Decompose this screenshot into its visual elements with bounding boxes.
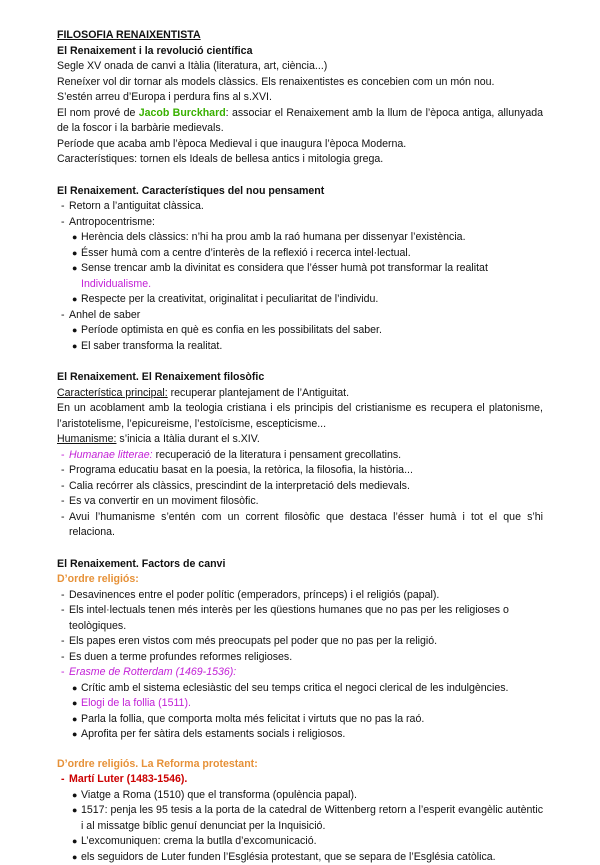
- paragraph: Període que acaba amb l’època Medieval i que inaugura l’època Moderna.: [57, 137, 543, 153]
- text-span: recuperació de la literatura i pensament grecollatins.: [153, 449, 402, 461]
- text-span: Respecte per la creativitat, originalitat i peculiaritat de l’individu.: [81, 293, 378, 305]
- text-span: : associar el Renaixement amb la llum de l’època antiga, allunyada de la foscor i la barbàrie medievals.: [57, 107, 543, 135]
- dash-item: - Els papes eren vistos com més preocupats pel poder que no pas per la religió.: [57, 634, 543, 650]
- bullet-icon: ●: [72, 834, 77, 850]
- bullet-item: [57, 788, 543, 804]
- text-span: Parla la follia, que comporta molta més felicitat i virtuts que no pas la raó.: [81, 713, 424, 725]
- section-heading-filosofic: El Renaixement. El Renaixement filosòfic: [57, 370, 543, 386]
- dash-item: - Retorn a l’antiguitat clàssica.: [57, 199, 543, 215]
- subheading-ordre-religios: D’ordre religiós:: [57, 572, 543, 588]
- highlight-individualisme: Individualisme.: [81, 278, 151, 290]
- dash-item: - Es va convertir en un moviment filosòfic.: [57, 494, 543, 510]
- bullet-icon: ●: [72, 681, 77, 697]
- paragraph: Reneíxer vol dir tornar als models clàssics. Els renaixentistes es concebien com un món nou.: [57, 75, 543, 91]
- bullet-icon: ●: [72, 788, 77, 804]
- document-page: [57, 28, 543, 865]
- dash-item: - Calia recórrer als clàssics, prescindint de la interpretació dels medievals.: [57, 479, 543, 495]
- bullet-item: [57, 261, 543, 292]
- bullet-item: [57, 230, 543, 246]
- paragraph: S’estén arreu d’Europa i perdura fins al s.XVI.: [57, 90, 543, 106]
- bullet-icon: ●: [72, 696, 77, 712]
- bullet-icon: ●: [72, 803, 77, 819]
- bullet-icon: ●: [72, 292, 77, 308]
- dash-item: - Els intel·lectuals tenen més interès per les qüestions humanes que no pas per les religioses o teològiques.: [57, 603, 543, 634]
- bullet-item: [57, 712, 543, 728]
- bullet-icon: ●: [72, 230, 77, 246]
- text-span: Període optimista en què es confia en les possibilitats del saber.: [81, 324, 382, 336]
- bullet-icon: ●: [72, 850, 77, 865]
- paragraph: [57, 386, 543, 402]
- paragraph: [57, 432, 543, 448]
- underlined-label: Humanisme:: [57, 433, 116, 445]
- dash-item: [57, 772, 543, 788]
- text-span: 1517: penja les 95 tesis a la porta de la catedral de Wittenberg retorn a l’esperit evangèlic autèntic i al missatge bíblic genuí denunciat per la Inquisició.: [81, 804, 543, 832]
- bullet-item: [57, 681, 543, 697]
- highlight-luter: Martí Luter (1483-1546).: [69, 773, 187, 785]
- text-span: els seguidors de Luter funden l’Església protestant, que se separa de l’Església catòlica.: [81, 851, 496, 863]
- bullet-item: [57, 246, 543, 262]
- text-span: Aprofita per fer sàtira dels estaments socials i religiosos.: [81, 728, 345, 740]
- dash-item: - Es duen a terme profundes reformes religioses.: [57, 650, 543, 666]
- dash-item: - Programa educatiu basat en la poesia, la retòrica, la filosofia, la història...: [57, 463, 543, 479]
- text-span: Sense trencar amb la divinitat es considera que l’ésser humà pot transformar la realitat: [81, 262, 488, 274]
- dash-item: [57, 448, 543, 464]
- paragraph: Característiques: tornen els Ideals de bellesa antics i mitologia grega.: [57, 152, 543, 168]
- section-heading-factors: El Renaixement. Factors de canvi: [57, 557, 543, 573]
- bullet-icon: ●: [72, 339, 77, 355]
- section-heading-revolucio: El Renaixement i la revolució científica: [57, 44, 543, 60]
- text-span: s’inicia a Itàlia durant el s.XIV.: [116, 433, 259, 445]
- dash-item: - Desavinences entre el poder polític (emperadors, prínceps) i el religiós (papal).: [57, 588, 543, 604]
- dash-item: - Avui l’humanisme s’entén com un corrent filosòfic que destaca l’ésser humà i tot el que s’hi relaciona.: [57, 510, 543, 541]
- paragraph: En un acoblament amb la teologia cristiana i els principis del cristianisme es recupera el platonisme, l’aristotelisme, l’epicureisme, l’estoïcisme, escepticisme...: [57, 401, 543, 432]
- bullet-icon: ●: [72, 323, 77, 339]
- dash-item: - Anhel de saber: [57, 308, 543, 324]
- bullet-icon: ●: [72, 246, 77, 262]
- subheading-reforma-protestant: D’ordre religiós. La Reforma protestant:: [57, 757, 543, 773]
- highlight-humanae: Humanae litterae:: [69, 449, 153, 461]
- bullet-item: [57, 339, 543, 355]
- bullet-item: [57, 323, 543, 339]
- paragraph-burckhard: [57, 106, 543, 137]
- dash-item: [57, 665, 543, 681]
- bullet-item: [57, 803, 543, 834]
- bullet-icon: ●: [72, 727, 77, 743]
- text-span: Crític amb el sistema eclesiàstic del seu temps critica el negoci clerical de les indulgències.: [81, 682, 508, 694]
- highlight-erasme: Erasme de Rotterdam (1469-1536):: [69, 666, 236, 678]
- bullet-item: [57, 834, 543, 850]
- text-span: Ésser humà com a centre d’interès de la reflexió i recerca intel·lectual.: [81, 247, 411, 259]
- dash-item: - Antropocentrisme:: [57, 215, 543, 231]
- bullet-item: [57, 696, 543, 712]
- underlined-label: Característica principal:: [57, 387, 168, 399]
- bullet-icon: ●: [72, 712, 77, 728]
- document-title: FILOSOFIA RENAIXENTISTA: [57, 28, 543, 44]
- text-span: recuperar plantejament de l’Antiguitat.: [168, 387, 349, 399]
- text-span: Herència dels clàssics: n’hi ha prou amb la raó humana per dissenyar l’existència.: [81, 231, 466, 243]
- text-span: El saber transforma la realitat.: [81, 340, 222, 352]
- paragraph: Segle XV onada de canvi a Itàlia (literatura, art, ciència...): [57, 59, 543, 75]
- text-span: El nom prové de: [57, 107, 139, 119]
- bullet-item: [57, 292, 543, 308]
- bullet-item: [57, 850, 543, 865]
- bullet-icon: ●: [72, 261, 77, 277]
- bullet-item: [57, 727, 543, 743]
- highlight-elogi: Elogi de la follia (1511).: [81, 697, 191, 709]
- text-span: L’excomuniquen: crema la butlla d’excomunicació.: [81, 835, 317, 847]
- highlight-burckhard: Jacob Burckhard: [139, 107, 226, 119]
- section-heading-caracteristiques: El Renaixement. Característiques del nou pensament: [57, 184, 543, 200]
- text-span: Viatge a Roma (1510) que el transforma (opulència papal).: [81, 789, 357, 801]
